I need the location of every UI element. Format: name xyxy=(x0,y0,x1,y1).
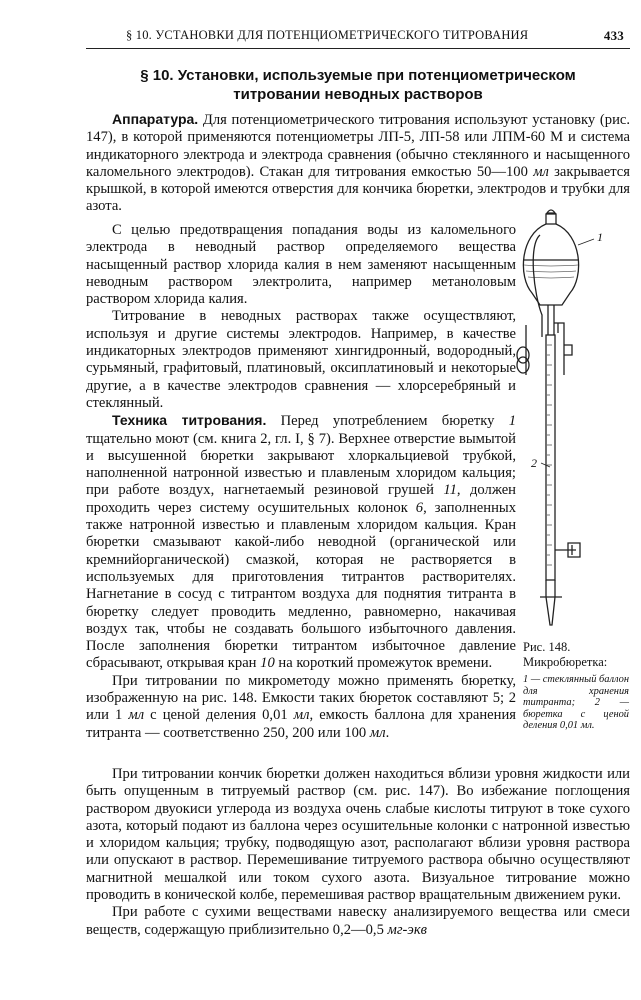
paragraph-apparatus-text: Для потенциометрического титрования используют установку (рис. 147), в которой применяются потенциометры ЛП-5, ЛП-58 или ЛПМ-60 М и система индикаторного электрода и электрода сравнения (обычно стеклянного и насыщенного каломельного электродов). Стакан для титрования емкостью 50—100 xyxy=(86,112,630,180)
stopper-knob xyxy=(547,210,555,213)
side-tube-stub xyxy=(564,345,572,355)
running-header xyxy=(104,28,624,48)
paragraph-calomel: С целью предотвращения попадания воды из каломельного электрода в неводный раствор определяемого вещества насыщенный раствор хлорида калия в нем заменяют насыщенным неводным раствором электролита, например метаноловым раствором хлорида калия. xyxy=(86,222,516,308)
technique-text-3: , должен проходить через систему осушительных колонок xyxy=(86,482,516,516)
lead-apparatus: Аппаратура. xyxy=(112,111,199,127)
intro-column xyxy=(86,111,630,216)
figure-caption xyxy=(523,640,629,732)
connecting-tube xyxy=(533,235,542,337)
ref-numeral: 1 xyxy=(508,413,516,430)
section-title xyxy=(86,66,630,104)
leader-line-1 xyxy=(578,239,594,245)
caption-title: Рис. 148. Микробюретка: xyxy=(523,640,608,669)
reservoir-stem xyxy=(548,305,554,335)
paragraph-electrodes: Титрование в неводных растворах также осуществляют, используя и другие системы электродов. Например, в качестве индикаторных электродов применяют хингидронный, водородный, сурьмяный, графитовый, платиновый, оксиплатиновый и некоторые другие, а в качестве электродов сравнения — хлорсеребряный и стеклянный. xyxy=(86,308,516,411)
dry-substances-text: При работе с сухими веществами навеску анализируемого вещества или смеси веществ, содержащую приблизительно 0,2—0,5 xyxy=(86,904,630,938)
unit-ml: мл xyxy=(128,707,145,724)
unit-ml: мл xyxy=(369,724,386,741)
technique-text-1: Перед употреблением бюретку xyxy=(266,413,509,430)
drying-column xyxy=(517,357,529,373)
caption-body: 1 — стеклянный баллон для хранения титранта; 2 — бюретка с ценой деления 0,01 мл. xyxy=(523,674,629,731)
unit-mg-eq: мг-экв xyxy=(387,921,427,938)
microburette-drawing xyxy=(506,205,626,630)
ref-numeral: 10 xyxy=(260,655,275,672)
lead-technique: Техника титрования. xyxy=(112,412,267,429)
burette-tip xyxy=(540,597,562,625)
micromethod-text-3: , емкость баллона для хранения титранта — соответственно 250, 200 или 100 xyxy=(86,707,516,741)
paragraph-dry-substances xyxy=(86,904,630,939)
technique-text-4: , заполненных также натронной известью и плавленым хлоридом кальция. Кран бюретки смазывают какой-либо неводной (органической или кремнийорганической) смазкой, которая не растворяется в используемых для приготовления титрантов растворителях. Нагнетание в сосуд с титрантом воздуха для поднятия титранта в бюретку следует проводить медленно, равномерно, накачивая воздух так, чтобы не создавать большого избыточного давления. После заполнения бюретки титрантом избыточное давление сбрасывают, открывая кран xyxy=(86,499,516,672)
reservoir-bulb xyxy=(523,224,578,305)
page-number: 433 xyxy=(603,28,624,43)
micromethod-text-2: с ценой деления 0,01 xyxy=(144,707,294,724)
paragraph-apparatus xyxy=(86,111,630,216)
running-header-title: § 10. УСТАНОВКИ ДЛЯ ПОТЕНЦИОМЕТРИЧЕСКОГО ТИТРОВАНИЯ xyxy=(126,28,529,42)
header-rule xyxy=(86,48,630,49)
drying-column xyxy=(517,347,529,363)
liquid-hatching xyxy=(524,265,578,278)
paragraph-technique xyxy=(86,412,516,672)
paragraph-micromethod xyxy=(86,673,516,742)
ref-numeral: 11 xyxy=(443,482,457,499)
figure-label-1: 1 xyxy=(597,230,603,244)
microburette-figure xyxy=(506,205,626,630)
section-title-line-1: § 10. Установки, используемые при потенциометрическом xyxy=(140,67,576,84)
stopcock xyxy=(555,543,580,557)
wide-column xyxy=(86,766,630,939)
paragraph-titration-tip: При титровании кончик бюретки должен находиться вблизи уровня жидкости или быть опущенным в титруемый раствор (см. рис. 147). Во избежание поглощения раствором двуокиси углерода из воздуха очень слабые кислоты титруют в токе сухого азота, который подают из баллона через осушительные колонки с натронной известью и хлоридом кальция; трубку, подводящую азот, располагают вблизи уровня раствора или опускают в раствор. Перемешивание титруемого раствора обычно осуществляют магнитной мешалкой или током сухого азота. Визуальное титрование можно проводить в конической колбе, перемешивая раствор вращательным движением руки. xyxy=(86,766,630,904)
burette-tube xyxy=(546,335,555,580)
ref-numeral: 6 xyxy=(415,499,424,516)
micromethod-text-4: . xyxy=(385,724,390,741)
technique-text-5: на короткий промежуток времени. xyxy=(274,655,493,672)
burette-lower xyxy=(546,580,555,597)
technique-text-2: тщательно моют (см. книга 2, гл. I, § 7). Верхнее отверстие вымытой и высушенной бюретки закрывают хлоркальциевой трубкой, наполненной натронной известью и плавленым хлоридом кальция; при работе воздух, нагнетаемый резиновой грушей xyxy=(86,430,516,499)
reservoir-neck xyxy=(546,214,556,224)
figure-label-2: 2 xyxy=(531,456,537,470)
unit-ml: мл xyxy=(533,163,549,180)
burette-graduations xyxy=(547,345,552,565)
narrow-column xyxy=(86,222,516,742)
micromethod-text-1: При титровании по микрометоду можно применять бюретку, изображенную на рис. 148. Емкости таких бюреток составляют 5; 2 или 1 xyxy=(86,672,516,724)
paragraph-apparatus-text-2: закрывается крышкой, в которой имеются отверстия для кончика бюретки, электродов и трубки для азота. xyxy=(86,163,630,215)
unit-ml: мл xyxy=(293,707,310,724)
section-title-line-2: титровании неводных растворов xyxy=(233,86,483,103)
